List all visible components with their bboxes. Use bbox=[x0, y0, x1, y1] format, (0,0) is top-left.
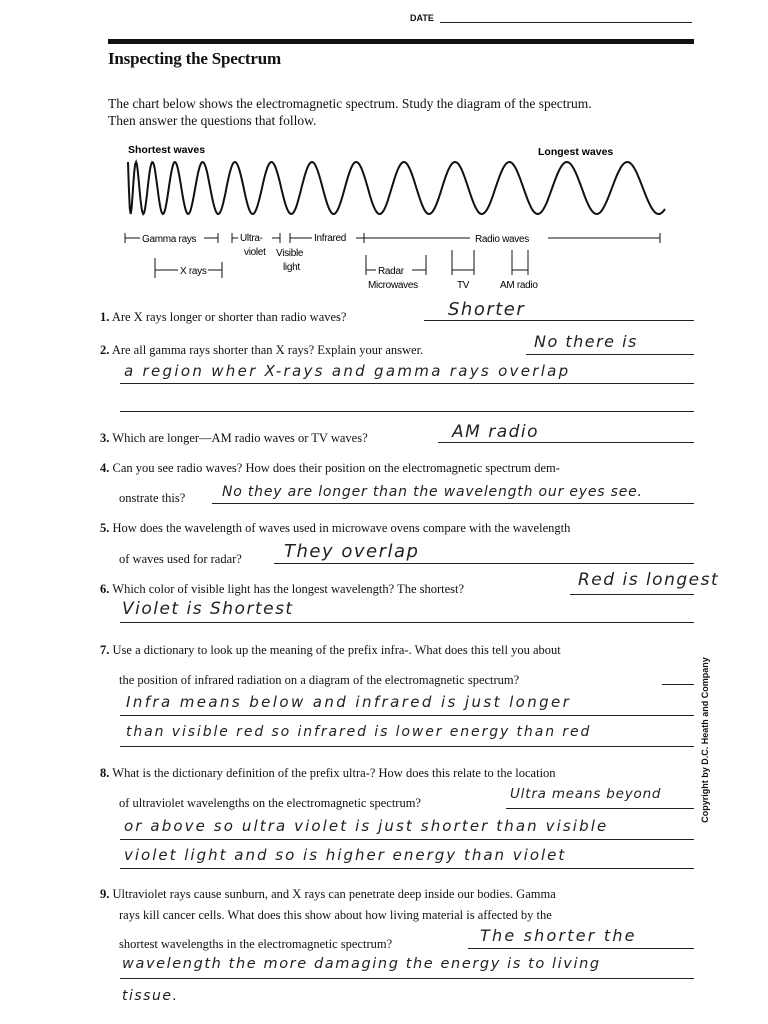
answer-line[interactable] bbox=[468, 948, 694, 949]
gamma-rays-label: Gamma rays bbox=[142, 234, 197, 245]
answer-8b: or above so ultra violet is just shorter than visible bbox=[124, 817, 609, 835]
question-number: 5. bbox=[100, 521, 110, 535]
question-4-line-2: onstrate this? bbox=[119, 491, 186, 505]
answer-3: AM radio bbox=[452, 422, 540, 442]
answer-line[interactable] bbox=[120, 622, 694, 623]
wave-curve bbox=[128, 162, 665, 214]
visible-light-label-2: light bbox=[283, 262, 300, 273]
intro-line-1: The chart below shows the electromagnetic spectrum. Study the diagram of the spectrum. bbox=[108, 96, 592, 111]
answer-line[interactable] bbox=[438, 442, 694, 443]
answer-line[interactable] bbox=[120, 839, 694, 840]
question-5 bbox=[100, 520, 700, 536]
question-number: 2. bbox=[100, 343, 110, 357]
visible-light-label-1: Visible bbox=[276, 248, 304, 259]
longest-waves-label: Longest waves bbox=[538, 146, 614, 158]
answer-line[interactable] bbox=[120, 383, 694, 384]
answer-8a: Ultra means beyond bbox=[510, 786, 662, 802]
x-rays-label: X rays bbox=[180, 266, 207, 277]
answer-6b: Violet is Shortest bbox=[122, 599, 294, 619]
question-text: Are all gamma rays shorter than X rays? Explain your answer. bbox=[111, 343, 424, 357]
answer-line[interactable] bbox=[120, 746, 694, 747]
answer-7a: Infra means below and infrared is just longer bbox=[126, 693, 572, 711]
title-rule bbox=[108, 39, 694, 44]
tv-label: TV bbox=[457, 280, 470, 291]
answer-line[interactable] bbox=[120, 978, 694, 979]
answer-9c: tissue. bbox=[122, 988, 179, 1004]
question-8 bbox=[100, 765, 700, 781]
microwaves-label: Microwaves bbox=[368, 280, 418, 291]
answer-8c: violet light and so is higher energy than violet bbox=[124, 846, 567, 864]
spectrum-diagram bbox=[100, 140, 680, 300]
question-number: 1. bbox=[100, 310, 110, 324]
intro-text bbox=[108, 95, 708, 129]
answer-line[interactable] bbox=[212, 503, 694, 504]
answer-line[interactable] bbox=[526, 354, 694, 355]
date-field-line[interactable] bbox=[440, 22, 692, 23]
answer-2a: No there is bbox=[534, 332, 638, 351]
question-1 bbox=[100, 309, 700, 325]
answer-5: They overlap bbox=[284, 541, 420, 562]
question-9 bbox=[100, 886, 700, 902]
question-8-line-2: of ultraviolet wavelengths on the electromagnetic spectrum? bbox=[119, 796, 421, 810]
shortest-waves-label: Shortest waves bbox=[128, 144, 206, 156]
copyright-notice bbox=[695, 640, 715, 850]
answer-line[interactable] bbox=[424, 320, 694, 321]
infrared-label: Infrared bbox=[314, 233, 347, 244]
date-label: DATE bbox=[410, 13, 434, 23]
intro-line-2: Then answer the questions that follow. bbox=[108, 113, 317, 128]
question-text: Use a dictionary to look up the meaning of the prefix infra-. What does this tell you about bbox=[112, 643, 561, 657]
answer-line[interactable] bbox=[120, 868, 694, 869]
question-text: Which are longer—AM radio waves or TV waves? bbox=[112, 431, 368, 445]
answer-line[interactable] bbox=[570, 594, 694, 595]
ultraviolet-label-2: violet bbox=[244, 247, 266, 258]
answer-7b: than visible red so infrared is lower energy than red bbox=[126, 724, 592, 740]
answer-2b: a region wher X-rays and gamma rays overlap bbox=[124, 362, 571, 380]
question-5-line-2: of waves used for radar? bbox=[119, 552, 242, 566]
page-title: Inspecting the Spectrum bbox=[108, 49, 281, 68]
question-number: 4. bbox=[100, 461, 110, 475]
question-7-line-2: the position of infrared radiation on a diagram of the electromagnetic spectrum? bbox=[119, 673, 520, 687]
question-text: How does the wavelength of waves used in microwave ovens compare with the wavelength bbox=[112, 521, 571, 535]
answer-line[interactable] bbox=[120, 411, 694, 412]
answer-4: No they are longer than the wavelength our eyes see. bbox=[222, 484, 643, 500]
answer-line[interactable] bbox=[662, 684, 694, 685]
question-4 bbox=[100, 460, 700, 476]
am-radio-label: AM radio bbox=[500, 280, 538, 291]
radio-waves-label: Radio waves bbox=[475, 234, 529, 245]
question-text: Which color of visible light has the longest wavelength? The shortest? bbox=[112, 582, 465, 596]
question-text: What is the dictionary definition of the prefix ultra-? How does this relate to the location bbox=[112, 766, 556, 780]
question-9-line-3: shortest wavelengths in the electromagnetic spectrum? bbox=[119, 937, 393, 951]
question-3 bbox=[100, 430, 700, 446]
answer-line[interactable] bbox=[274, 563, 694, 564]
answer-9a: The shorter the bbox=[480, 926, 637, 945]
radar-label: Radar bbox=[378, 266, 404, 277]
question-number: 6. bbox=[100, 582, 110, 596]
answer-line[interactable] bbox=[506, 808, 694, 809]
question-text: Ultraviolet rays cause sunburn, and X rays can penetrate deep inside our bodies. Gamma bbox=[112, 887, 556, 901]
answer-9b: wavelength the more damaging the energy is to living bbox=[122, 956, 601, 972]
question-9-line-2: rays kill cancer cells. What does this show about how living material is affected by the bbox=[119, 908, 552, 922]
question-number: 9. bbox=[100, 887, 110, 901]
answer-line[interactable] bbox=[120, 715, 694, 716]
answer-1: Shorter bbox=[448, 299, 526, 320]
question-number: 8. bbox=[100, 766, 110, 780]
copyright-text: Copyright by D.C. Heath and Company bbox=[700, 657, 710, 823]
question-text: Can you see radio waves? How does their position on the electromagnetic spectrum dem- bbox=[112, 461, 560, 475]
question-number: 7. bbox=[100, 643, 110, 657]
question-number: 3. bbox=[100, 431, 110, 445]
answer-6a: Red is longest bbox=[578, 570, 720, 590]
question-text: Are X rays longer or shorter than radio waves? bbox=[111, 310, 347, 324]
question-7 bbox=[100, 642, 700, 658]
ultraviolet-label-1: Ultra- bbox=[240, 233, 263, 244]
